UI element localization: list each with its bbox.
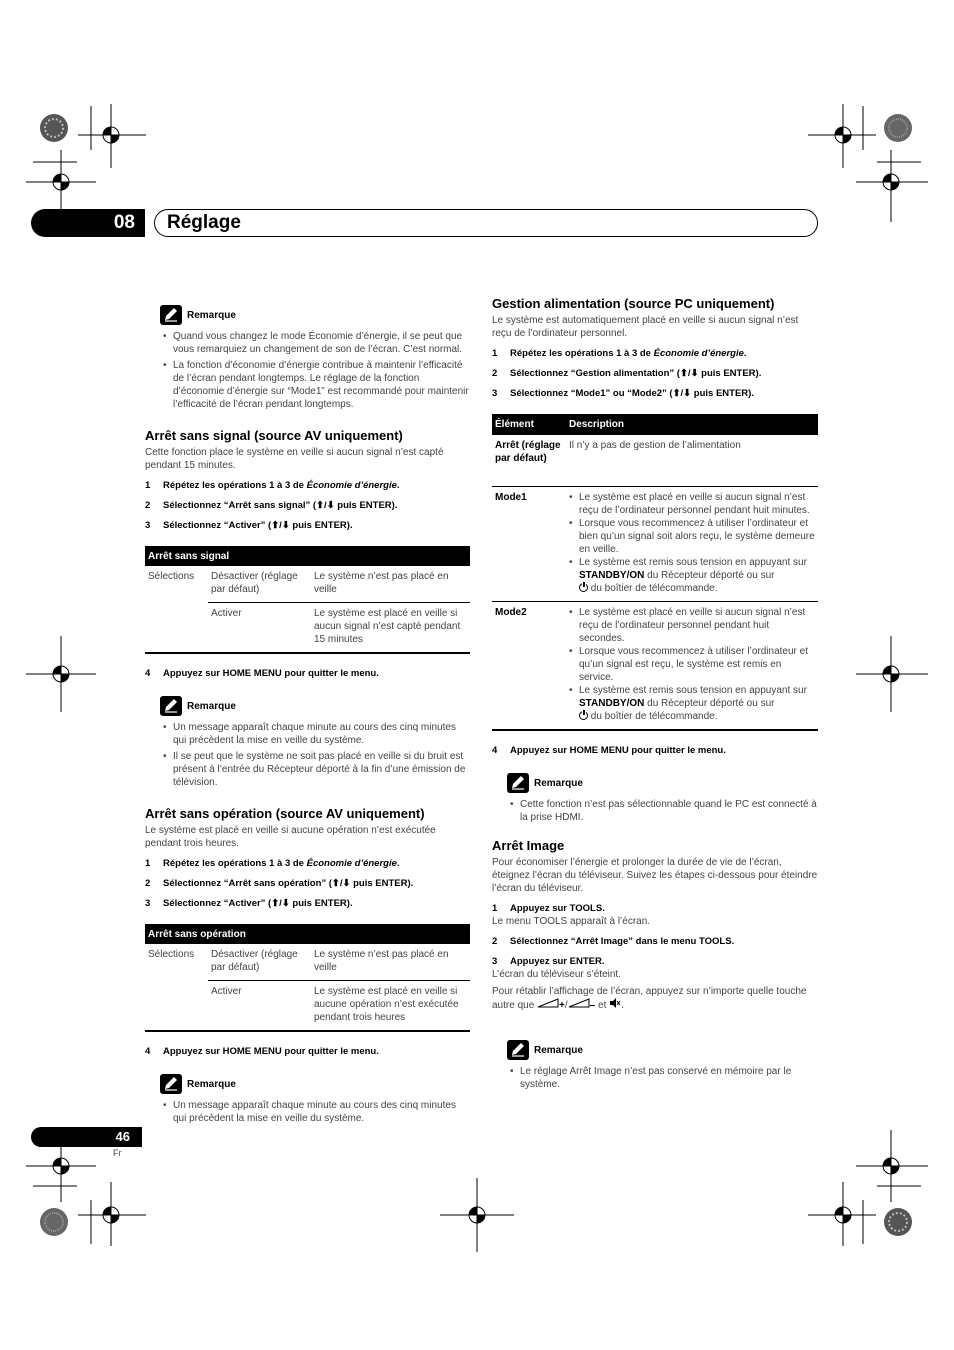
step-1: 1 Répétez les opérations 1 à 3 de Économie d’énergie. xyxy=(145,480,400,491)
table-cell: Sélections xyxy=(148,571,195,582)
section-intro: Le système est automatiquement placé en veille si aucun signal n’est reçu de l’ordinateur personnel. xyxy=(492,315,799,339)
pencil-note-icon xyxy=(160,1074,182,1094)
volume-down-icon xyxy=(568,1000,590,1011)
section-intro: Cette fonction place le système en veille si aucun signal n’est capté pendant 15 minutes. xyxy=(145,447,444,471)
desc-bullet: • Le système est remis sous tension en appuyant sur STANDBY/ON du Récepteur déporté ou sur du boîtier de télécommande. xyxy=(569,556,815,595)
table-cell: Désactiver (réglage par défaut) xyxy=(211,571,298,595)
table-cell: Mode1 xyxy=(492,487,566,602)
table-cell: Mode2 xyxy=(492,602,566,731)
note-bullet: • Un message apparaît chaque minute au cours des cinq minutes qui précèdent la mise en veille du système. xyxy=(163,1099,470,1125)
settings-table xyxy=(145,546,470,654)
note-box xyxy=(492,1038,818,1091)
pencil-note-icon xyxy=(507,773,529,793)
mute-icon xyxy=(609,1000,621,1011)
power-icon xyxy=(579,711,588,720)
table-cell: Le système est placé en veille si aucun signal n’est capté pendant 15 minutes xyxy=(311,603,470,654)
note-bullet: • La fonction d’économie d’énergie contribue à maintenir l’efficacité de l’écran pendant longtemps. Le réglage de la fonction d’économie d’énergie sur “Mode1” est recommandé pour maintenir l’efficacité de l’écran pendant longtemps. xyxy=(163,359,470,411)
desc-bullet: • Le système est remis sous tension en appuyant sur STANDBY/ON du Récepteur déporté ou sur du boîtier de télécommande. xyxy=(569,684,815,723)
table-header: Arrêt sans opération xyxy=(145,924,470,944)
table-cell: Activer xyxy=(208,603,311,654)
section-title: Arrêt sans signal (source AV uniquement) xyxy=(145,428,403,443)
pencil-note-icon xyxy=(507,1040,529,1060)
table-header: Élément xyxy=(492,414,566,435)
table-cell: Activer xyxy=(208,981,311,1032)
power-management-table xyxy=(492,414,818,731)
step-1: 1 Répétez les opérations 1 à 3 de Économie d’énergie. xyxy=(145,858,400,869)
step-4: 4 Appuyez sur HOME MENU pour quitter le menu. xyxy=(145,668,379,679)
table-cell: Désactiver (réglage par défaut) xyxy=(211,949,298,973)
table-header: Arrêt sans signal xyxy=(145,546,470,566)
note-bullet: • Quand vous changez le mode Économie d’énergie, il se peut que vous remarquiez un changement de son de l’écran. C’est normal. xyxy=(163,330,470,356)
step-2: 2 Sélectionnez “Arrêt sans signal” (⬆/⬇ puis ENTER). xyxy=(145,500,398,511)
table-cell xyxy=(566,602,818,731)
note-label: Remarque xyxy=(187,700,236,712)
table-cell xyxy=(566,487,818,602)
step-3: 3 Sélectionnez “Activer” (⬆/⬇ puis ENTER). xyxy=(145,898,353,909)
note-box xyxy=(145,1072,470,1125)
table-cell: Arrêt (réglage par défaut) xyxy=(492,435,566,487)
step-1: 1 Appuyez sur TOOLS. xyxy=(492,903,605,914)
left-column xyxy=(145,303,470,1125)
desc-bullet: • Lorsque vous recommencez à utiliser l’ordinateur et qu’un signal est reçu, le système est remis en service. xyxy=(569,645,815,684)
step-note: L’écran du téléviseur s’éteint. xyxy=(492,969,621,980)
section-arret-sans-signal xyxy=(145,428,470,680)
note-box xyxy=(492,771,818,824)
note-bullet: • Il se peut que le système ne soit pas placé en veille si du bruit est présent à l’entrée du Récepteur déporté à la fin d’une émission de télévision. xyxy=(163,750,470,789)
note-label: Remarque xyxy=(187,1078,236,1090)
step-2: 2 Sélectionnez “Gestion alimentation” (⬆/⬇ puis ENTER). xyxy=(492,368,762,379)
note-bullet: • Un message apparaît chaque minute au cours des cinq minutes qui précèdent la mise en veille du système. xyxy=(163,721,470,747)
settings-table xyxy=(145,924,470,1032)
right-column xyxy=(492,296,818,1091)
desc-bullet: • Le système est placé en veille si aucun signal n’est reçu de l’ordinateur personnel pendant huit minutes. xyxy=(569,491,815,517)
note-label: Remarque xyxy=(187,309,236,321)
note-box xyxy=(145,303,470,411)
pencil-note-icon xyxy=(160,696,182,716)
pencil-note-icon xyxy=(160,305,182,325)
section-title: Gestion alimentation (source PC uniquement) xyxy=(492,296,775,311)
table-header: Description xyxy=(566,414,818,435)
step-4: 4 Appuyez sur HOME MENU pour quitter le menu. xyxy=(145,1046,379,1057)
table-cell: Le système est placé en veille si aucune opération n’est exécutée pendant trois heures xyxy=(311,981,470,1032)
chapter-number: 08 xyxy=(31,209,145,237)
section-arret-sans-operation xyxy=(145,806,470,1058)
section-arret-image xyxy=(492,838,818,1012)
section-gestion-alimentation xyxy=(492,296,818,757)
power-icon xyxy=(579,583,588,592)
step-4: 4 Appuyez sur HOME MENU pour quitter le menu. xyxy=(492,745,726,756)
desc-bullet: • Lorsque vous recommencez à utiliser l’ordinateur et bien qu’un signal soit alors reçu, le système demeure en veille. xyxy=(569,517,815,556)
volume-up-icon xyxy=(537,1000,559,1011)
chapter-title: Réglage xyxy=(167,212,241,233)
step-3: 3 Sélectionnez “Activer” (⬆/⬇ puis ENTER). xyxy=(145,520,353,531)
step-1: 1 Répétez les opérations 1 à 3 de Économie d’énergie. xyxy=(492,348,747,359)
section-title: Arrêt sans opération (source AV uniquement) xyxy=(145,806,425,821)
section-intro: Pour économiser l’énergie et prolonger la durée de vie de l’écran, éteignez l’écran du téléviseur. Suivez les étapes ci-dessous pour éteindre l’écran du téléviseur. xyxy=(492,857,818,894)
step-2: 2 Sélectionnez “Arrêt sans opération” (⬆/⬇ puis ENTER). xyxy=(145,878,414,889)
restore-instructions: Pour rétablir l’affichage de l’écran, appuyez sur n’importe quelle touche autre que +/ – et . xyxy=(492,986,807,1011)
section-title: Arrêt Image xyxy=(492,838,565,853)
note-box xyxy=(145,694,470,789)
section-intro: Le système est placé en veille si aucune opération n’est exécutée pendant trois heures. xyxy=(145,825,436,849)
table-cell: Sélections xyxy=(148,949,195,960)
step-3: 3 Appuyez sur ENTER. xyxy=(492,956,605,967)
page-number: 46 xyxy=(31,1127,142,1147)
language-code: Fr xyxy=(113,1148,122,1158)
desc-bullet: • Le système est placé en veille si aucun signal n’est reçu de l’ordinateur personnel pendant huit secondes. xyxy=(569,606,815,645)
note-label: Remarque xyxy=(534,777,583,789)
step-2: 2 Sélectionnez “Arrêt Image” dans le menu TOOLS. xyxy=(492,936,735,947)
note-bullet: • Cette fonction n’est pas sélectionnable quand le PC est connecté à la prise HDMI. xyxy=(510,798,818,824)
step-3: 3 Sélectionnez “Mode1” ou “Mode2” (⬆/⬇ puis ENTER). xyxy=(492,388,754,399)
table-cell: Il n’y a pas de gestion de l’alimentation xyxy=(566,435,818,487)
chapter-title-box xyxy=(154,209,818,237)
step-note: Le menu TOOLS apparaît à l’écran. xyxy=(492,916,651,927)
table-cell: Le système n’est pas placé en veille xyxy=(314,949,449,973)
note-label: Remarque xyxy=(534,1044,583,1056)
note-bullet: • Le réglage Arrêt Image n’est pas conservé en mémoire par le système. xyxy=(510,1065,818,1091)
table-cell: Le système n’est pas placé en veille xyxy=(314,571,449,595)
